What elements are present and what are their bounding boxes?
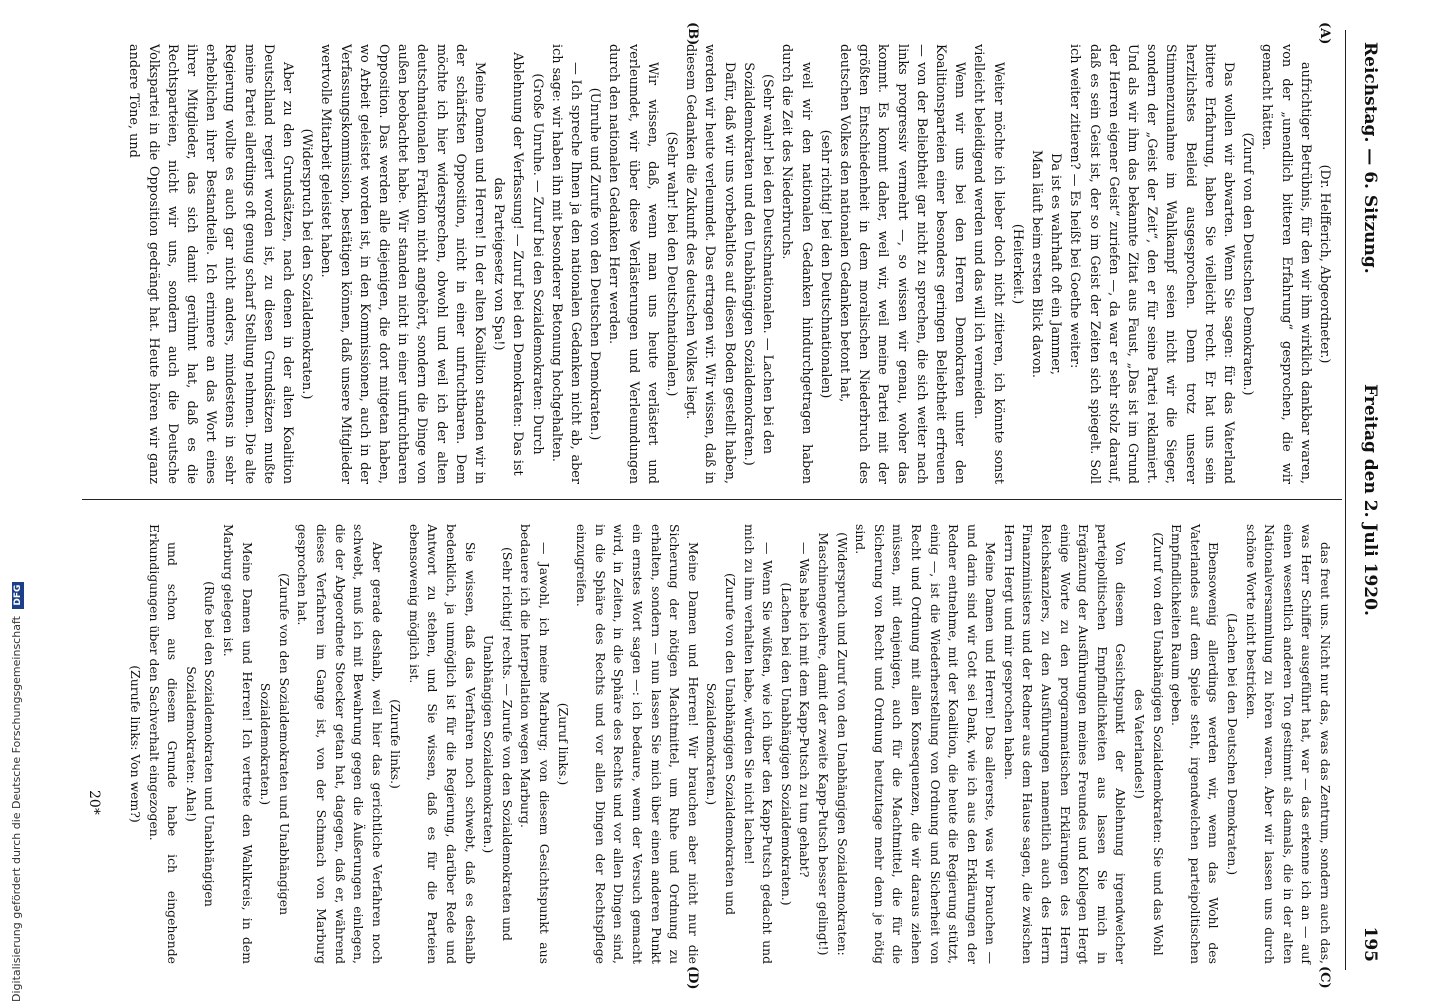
margin-mark-b: (B) bbox=[685, 22, 700, 46]
digitization-note bbox=[10, 22, 24, 1002]
paragraph: Man läuft beim ersten Blick davon. bbox=[1028, 150, 1044, 378]
paragraph: Meine Damen und Herren! Ich vertrete den Wahlkreis, in dem Marburg gelegen ist. bbox=[220, 524, 255, 964]
paragraph: — Was habe ich mit dem Kapp-Putsch zu tun gehabt? bbox=[797, 542, 813, 878]
paragraph: (sehr richtig! bei den Deutschnationalen) bbox=[817, 129, 833, 399]
paragraph: weil wir den nationalen Gedanken hindurchgetragen haben durch die Zeit des Niederbruchs. bbox=[779, 44, 814, 484]
paragraph: (Zurufe links.) bbox=[388, 699, 404, 789]
paragraph: (Zuruf von den Deutschen Demokraten.) bbox=[1240, 132, 1256, 396]
left-column bbox=[124, 44, 1334, 484]
margin-mark-c: (C) bbox=[1317, 966, 1332, 989]
digitization-text: Digitalisierung gefördert durch die Deutsche Forschungsgemeinschaft bbox=[10, 616, 23, 1002]
paragraph: Aber gerade deshalb, weil hier das gerichtliche Verfahren noch schwebt, muß ich mit Bewahrung gegen die Äußerungen einlegen, die der Abgeordnete Stoecker getan hat, dagegen, daß er, während dieses Verfahren im Gange ist, von der Schmach von Marburg gesprochen hat. bbox=[295, 524, 385, 964]
margin-mark-d: (D) bbox=[685, 966, 700, 990]
paragraph: (Große Unruhe. — Zuruf bei den Sozialdemokraten: Durch Ablehnung der Verfassung! — Zuruf bei den Demokraten: Das ist das Parteigesetz von Spa!) bbox=[491, 52, 545, 476]
paragraph: — Jawohl, ich meine Marburg; von diesem Gesichtspunkt aus bedauere ich die Interpellation wegen Marburg. bbox=[518, 524, 553, 964]
margin-mark-a: (A) bbox=[1317, 22, 1332, 45]
paragraph: (Zuruf links.) bbox=[555, 702, 571, 786]
paragraph: (Rufe bei den Sozialdemokraten und Unabhängigen Sozialdemokraten: Aha!) bbox=[183, 581, 218, 907]
header-session: Reichstag. — 6. Sitzung. bbox=[1360, 42, 1380, 274]
column-divider bbox=[82, 499, 1342, 500]
header-rule bbox=[1345, 30, 1346, 970]
paragraph: Wenn wir uns bei den Herren Demokraten unter den Koalitionsparteien einer besonders geringen Beliebtheit erfreuen — von der Beliebtheit gar nicht zu sprechen, die sich weiter nach links progressiv vermehrt —, so wissen wir genau, woher das kommt. Es kommt daher, weil wir, weil meine Partei mit der größten Entschiedenheit in dem moralischen Niederbruch des deutschen Volkes den nationalen Gedanken betont hat, bbox=[836, 44, 968, 484]
paragraph: (Lachen bei den Deutschen Demokraten.) bbox=[1225, 612, 1241, 876]
paragraph: (Sehr wahr! bei den Deutschnationalen.) bbox=[664, 131, 680, 397]
paragraph: Wir wissen, daß, wenn man uns heute verlästert und verleumdet, wir über diese Verlästerungen und Verleumdungen durch den nationalen Gedanken Herr werden. bbox=[606, 44, 660, 484]
paragraph: (Widerspruch und Zuruf von den Unabhängigen Sozialdemokraten: Maschinengewehre, damit der zweite Kapp-Putsch besser gelingt!) bbox=[815, 532, 850, 956]
dfg-logo: DFG bbox=[12, 582, 24, 609]
paragraph: (Lachen bei den Unabhängigen Sozialdemokraten.) bbox=[778, 582, 794, 906]
paragraph: — Ich spreche Ihnen ja den nationalen Gedanken nicht ab, aber ich sage: wir haben ihn mit besonderer Betonung hochgehalten. bbox=[548, 44, 584, 484]
paragraph: Meine Damen und Herren! Das allererste, was wir brauchen — und darin sind wir Gott sei Dank, wie ich aus den Erklärungen der Redner entnehme, mit der Koalition, die heute die Regierung stützt, einig —, ist die Wiederherstellung von Ordnung und Sicherheit von Recht und Ordnung mit allen Konsequenzen, die wir daraus ziehen müssen, mit denjenigen, auch für die Machtmittel, die für die Sicherung von Recht und Ordnung heutzutage mehr denn je nötig sind. bbox=[853, 524, 999, 964]
paragraph: (Dr. Helfferich, Abgeordneter.) bbox=[1317, 164, 1332, 364]
paragraph: das freut uns. Nicht nur das, was das Zentrum, sondern auch das, was Herr Schiffer ausgeführt hat, war — das erkenne ich an — auf einen wesentlich anderen Ton gestimmt als damals, die in der alten Nationalversammlung zu hören waren. Aber wir lassen uns durch schöne Worte nicht bestricken. bbox=[1243, 524, 1333, 964]
paragraph: und schon aus diesem Grunde habe ich eingehende Erkundigungen über den Sachverhalt eingezogen. bbox=[146, 524, 181, 964]
paragraph: (Zuruf von den Unabhängigen Sozialdemokraten: Sie und das Wohl des Vaterlandes!) bbox=[1132, 532, 1166, 956]
right-column bbox=[125, 524, 1334, 964]
paragraph: Das wollen wir abwarten. Wenn Sie sagen: für das Vaterland bittere Erfahrung, haben Sie vielleicht recht. Er hat uns sein herzlichstes Beileid ausgesprochen. Denn trotz unserer Stimmenzunahme im Wahlkampf seien nicht wir die Sieger, sondern der „Geist der Zeit“, den er für seine Partei reklamiert. Und als wir ihm das bekannte Zitat aus Faust, „Das ist im Grund der Herren eigener Geist“ zuriefen —, da war er sehr stolz darauf, daß es sein Geist ist, der so im Geist der Zeiten sich spiegelt. Soll ich weiter zitieren? — Es heißt bei Goethe weiter: bbox=[1067, 44, 1236, 484]
paragraph: Ebensowenig allerdings werden wir, wenn das Wohl des Vaterlandes auf dem Spiele steht, irgendwelchen parteipolitischen Empfindlichkeiten Raum geben. bbox=[1169, 524, 1222, 964]
paragraph: (Zurufe von den Unabhängigen Sozialdemokraten und Sozialdemokraten.) bbox=[704, 572, 738, 916]
paragraph: Dafür, daß wir uns vorbehaltlos auf diesen Boden gestellt haben, werden wir heute verleumdet. Das ertragen wir. Wir wissen, daß in diesem Gedanken die Zukunft des deutschen Volkes liegt. bbox=[683, 44, 737, 484]
paragraph: (Zurufe von den Sozialdemokraten und Unabhängigen Sozialdemokraten.) bbox=[258, 572, 292, 916]
paragraph: Aber zu den Grundsätzen, nach denen in der alten Koalition Deutschland regiert worden ist, zu diesen Grundsätzen mußte meine Partei allerdings oft genug scharf Stellung nehmen. Die alte Regierung wollte es auch gar nicht anders, mindestens in sehr erheblichen ihrer Bestandteile. Ich erinnere an das Wort eines ihrer Mitglieder, das sich damit gerühmt hat, daß es die Rechtsparteien, nicht wir uns, sondern auch die Deutsche Volkspartei in die Opposition gedrängt hat. Heute hören wir ganz andere Töne, und bbox=[126, 44, 296, 484]
header-date: Freitag den 2. Juli 1920. bbox=[1360, 384, 1380, 616]
paragraph: (Zurufe links: Von wem?) bbox=[128, 665, 143, 823]
paragraph: Weiter möchte ich lieber doch nicht zitieren, ich könnte sonst vielleicht beleidigend werden und das will ich vermeiden. bbox=[971, 44, 1006, 484]
document-page bbox=[60, 20, 1390, 990]
paragraph: (Sehr richtig! rechts. — Zurufe von den Sozialdemokraten und Unabhängigen Sozialdemokraten.) bbox=[481, 547, 515, 941]
signature-number: 20* bbox=[86, 790, 102, 815]
paragraph: — Wenn Sie wüßten, wie ich über den Kapp-Putsch gedacht und mich zu ihm verhalten habe, würden Sie nicht lachen! bbox=[741, 524, 776, 964]
paragraph: Von diesem Gesichtspunkt der Ablehnung irgendwelcher parteipolitischen Empfindlichkeiten aus lassen Sie mich in Ergänzung der Ausführungen meines Freundes und Kollegen Hergt einige Worte zu den programmatischen Erklärungen des Herrn Reichskanzlers, zu den Ausführungen namentlich auch des Herrn Finanzministers und der Redner aus dem Hause sagen, die zwischen Herrn Hergt und mir gesprochen haben. bbox=[1001, 524, 1129, 964]
paragraph: (Widerspruch bei den Sozialdemokraten.) bbox=[299, 128, 315, 400]
page-header bbox=[1350, 20, 1390, 980]
header-page-number: 195 bbox=[1360, 926, 1380, 962]
paragraph: aufrichtiger Betrübnis, für den wir ihm wirklich dankbar waren, von der „unendlich bitteren Erfahrung“ gesprochen, die wir gemacht hätten. bbox=[1259, 44, 1313, 484]
paragraph: Meine Damen und Herren! In der alten Koalition standen wir in der schärfsten Opposition, nicht in einer unfruchtbaren. Dem möchte ich hier widersprechen, obwohl und weil ich der alten deutschnationalen Fraktion nicht angehört, sondern die Dinge von außen beobachtet habe. Wir standen nicht in einer unfruchtbaren Opposition. Das werden alle diejenigen, die dort mitgetan haben, wo Arbeit geleistet worden ist, in den Kommissionen, auch in der Verfassungskommission, bestätigen können, daß unsere Mitglieder wertvolle Mitarbeit geleistet haben. bbox=[318, 44, 488, 484]
paragraph: Meine Damen und Herren! Wir brauchen aber nicht nur die Sicherung der nötigen Machtmittel, um Ruhe und Ordnung zu erhalten, sondern — nun lassen Sie mich über einen anderen Punkt ein ernstes Wort sagen —: ich bedaure, wenn der Versuch gemacht wird, in Zeiten, in die Sphäre des Rechts und vor allen Dingen sind, in die Sphäre des Rechts und vor allen Dingen der Rechtspflege einzugreifen. bbox=[574, 524, 701, 964]
paragraph: Sie wissen, daß das Verfahren noch schwebt, daß es deshalb bedenklich, ja unmöglich ist für die Regierung, darüber Rede und Antwort zu stehen, und Sie wissen, daß es für die Parteien ebensowenig möglich ist. bbox=[406, 524, 478, 964]
paragraph: Da ist es wahrhaft oft ein Jammer, bbox=[1048, 153, 1064, 375]
paragraph: (Heiterkeit.) bbox=[1009, 223, 1025, 305]
paragraph: (Sehr wahr! bei den Deutschnationalen. — Lachen bei den Sozialdemokraten und den Unabhängigen Sozialdemokraten.) bbox=[740, 62, 776, 466]
paragraph: (Unruhe und Zurufe von den Deutschen Demokraten.) bbox=[587, 87, 603, 441]
